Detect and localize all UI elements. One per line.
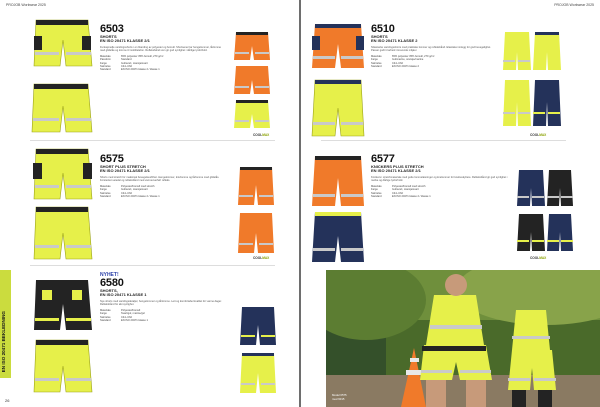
shorts-6575-orange-image (236, 165, 276, 255)
spec-key: Standard (371, 194, 382, 198)
spec-key: Farge (100, 188, 107, 192)
spec-key: Materiale (371, 185, 382, 189)
divider (30, 140, 275, 141)
spec-value: 65% polyester 35% bomull, 270 g/m² (121, 55, 164, 59)
shorts-6575-image (30, 145, 96, 263)
section-sidebar (0, 270, 11, 378)
spec-value: Gul/marine, oransje/marine (392, 58, 424, 62)
worker-photo (326, 270, 600, 407)
product-standard: EN ISO 20471 KLASSE 2/1 (371, 168, 421, 174)
shorts-6580-image (30, 276, 96, 396)
product-code: 6503 (100, 23, 124, 35)
worker-photo-image (326, 270, 600, 407)
spec-value: EN ISO 20471 klasse 2 / klasse 1 (392, 194, 431, 198)
spec-value: C44–C62 (392, 61, 403, 65)
coolmax-logo (253, 133, 269, 137)
logo-part: COOL (253, 133, 263, 137)
product-code: 6577 (371, 153, 395, 165)
product-code: 6580 (100, 277, 124, 289)
product-specs (100, 185, 225, 198)
photo-caption: Model 6575 med 6015 (332, 393, 347, 401)
spec-key: Materiale (371, 55, 382, 59)
spec-value: Standard (121, 58, 132, 62)
shorts-6503-color-variants-image (232, 30, 272, 130)
logo-part: MAX (539, 256, 547, 260)
spec-key: Størrelse (100, 191, 111, 195)
spec-key: Størrelse (100, 64, 111, 68)
spec-key: Materiale (100, 309, 111, 313)
product-description: Funksjonelle varslingsshorts i en blanding av polyester og bomull. Shortsene har hengelommer, lårlomme med glidelås og lomme til mobiltelefon. Refleksbånd som gir god synlighet i dårlige lysforhold. (100, 45, 221, 53)
spec-key: Farge (371, 58, 378, 62)
product-name: SHORTS, (100, 288, 118, 293)
new-badge: NYHET! (100, 272, 119, 278)
product-standard: EN ISO 20471 KLASSE 2/1 (100, 168, 150, 174)
product-6577 (371, 154, 511, 198)
product-specs (371, 55, 499, 68)
knickers-6577-image (309, 152, 367, 264)
knickers-6577-variants-image (515, 168, 575, 253)
spec-key: Standard (100, 194, 111, 198)
coolmax-logo (530, 256, 546, 260)
product-6580 (100, 272, 230, 322)
product-standard: EN ISO 20471 KLASSE 2 (371, 38, 418, 44)
product-description: Nye shorts med varslingsdetaljer, hengelommer og lårlomme. Lett og komfortabel kvalitet for varme dager. Refleksbånd for økt synlighet. (100, 299, 222, 307)
spec-value: Polyester/bomull med stretch (392, 185, 426, 189)
product-6503 (100, 24, 225, 71)
shorts-6510-orange-image (309, 20, 367, 140)
spec-key: Størrelse (100, 315, 111, 319)
spec-key: Farge (371, 188, 378, 192)
spec-value: C44–C62 (121, 315, 132, 319)
product-name: SHORTS (371, 34, 388, 39)
spec-key: Standard (100, 68, 111, 72)
spec-key: Passform (100, 58, 111, 62)
spec-key: Materiale (100, 185, 111, 189)
product-standard: EN ISO 20471 KLASSE 2/1 (100, 38, 150, 44)
shorts-6503-front-image (30, 14, 95, 139)
product-description: Shorts med stretch for maksimal bevegelsesfrihet. Hengelommer, knivlomme og lårlomme med glidelås. Forsterket setedel og refleksbånd med varmeoverført refleks. (100, 175, 220, 183)
spec-key: Størrelse (371, 191, 382, 195)
product-6510 (371, 24, 499, 68)
spec-value: Gul/svart, oransje/svart (121, 188, 148, 192)
product-specs (371, 185, 511, 198)
spec-value: C44–C62 (121, 64, 132, 68)
spec-value: EN ISO 20471 klasse 1 (121, 318, 148, 322)
logo-part: COOL (253, 256, 263, 260)
spec-value: EN ISO 20471 klasse 2 (392, 64, 419, 68)
spec-key: Materiale (100, 55, 111, 59)
spec-key: Farge (100, 312, 107, 316)
spec-value: EN ISO 20471 klasse 2 / klasse 1 (121, 194, 160, 198)
logo-part: MAX (262, 133, 270, 137)
spec-key: Standard (100, 318, 111, 322)
spec-value: Gul/svart, oransje/svart (392, 188, 419, 192)
spec-value: C44–C62 (392, 191, 403, 195)
divider (321, 140, 566, 141)
spec-value: C44–C62 (121, 191, 132, 195)
coolmax-logo (530, 133, 546, 137)
product-code: 6510 (371, 23, 395, 35)
divider (30, 265, 275, 266)
coolmax-logo (253, 256, 269, 260)
product-standard: EN ISO 20471 KLASSE 1 (100, 292, 147, 298)
logo-part: MAX (262, 256, 270, 260)
product-name: SHORT PLUS STRETCH (100, 164, 146, 169)
product-description: Knickers i stretchmateriale med gode lommeløsninger og knelommer for knebeskyttere. Refleksbånd gir god synlighet i mørke og dårlige lysforhold. (371, 175, 508, 183)
product-name: KNICKERS PLUS STRETCH (371, 164, 424, 169)
spec-key: Farge (100, 61, 107, 65)
product-specs (100, 55, 225, 71)
spec-value: Svart/gul, marine/gul (121, 312, 145, 316)
spec-value: Gul/svart, oransje/svart (121, 61, 148, 65)
spec-value: Polyester/bomull med stretch (121, 185, 155, 189)
logo-part: MAX (539, 133, 547, 137)
product-6575 (100, 154, 225, 198)
spec-key: Størrelse (371, 61, 382, 65)
product-specs (100, 309, 230, 322)
spec-value: EN ISO 20471 klasse 2 / klasse 1 (121, 68, 160, 72)
spec-value: 65% polyester 35% bomull, 270 g/m² (392, 55, 435, 59)
product-description: Slitesterke varslingsshorts med praktiske lommer og refleksbånd. Elastiske innlegg for god bevegelighet. Passer godt til arbeid i krevende miljøer. (371, 45, 491, 53)
left-page (0, 0, 299, 407)
sidebar-label: EN ISO 20471 BEKLEDNING (1, 310, 6, 372)
page-header-left: PROJOB Workwear 2025 (6, 3, 46, 7)
spec-value: Polyester/bomull (121, 309, 141, 313)
page-header-right: PROJOB Workwear 2025 (554, 3, 594, 7)
product-code: 6575 (100, 153, 124, 165)
page-number: 26 (5, 398, 10, 403)
shorts-6510-variants-image (501, 30, 563, 130)
spec-key: Standard (371, 64, 382, 68)
logo-part: COOL (530, 256, 540, 260)
shorts-6580-navy-image (238, 305, 278, 395)
product-name: SHORTS (100, 34, 117, 39)
logo-part: COOL (530, 133, 540, 137)
